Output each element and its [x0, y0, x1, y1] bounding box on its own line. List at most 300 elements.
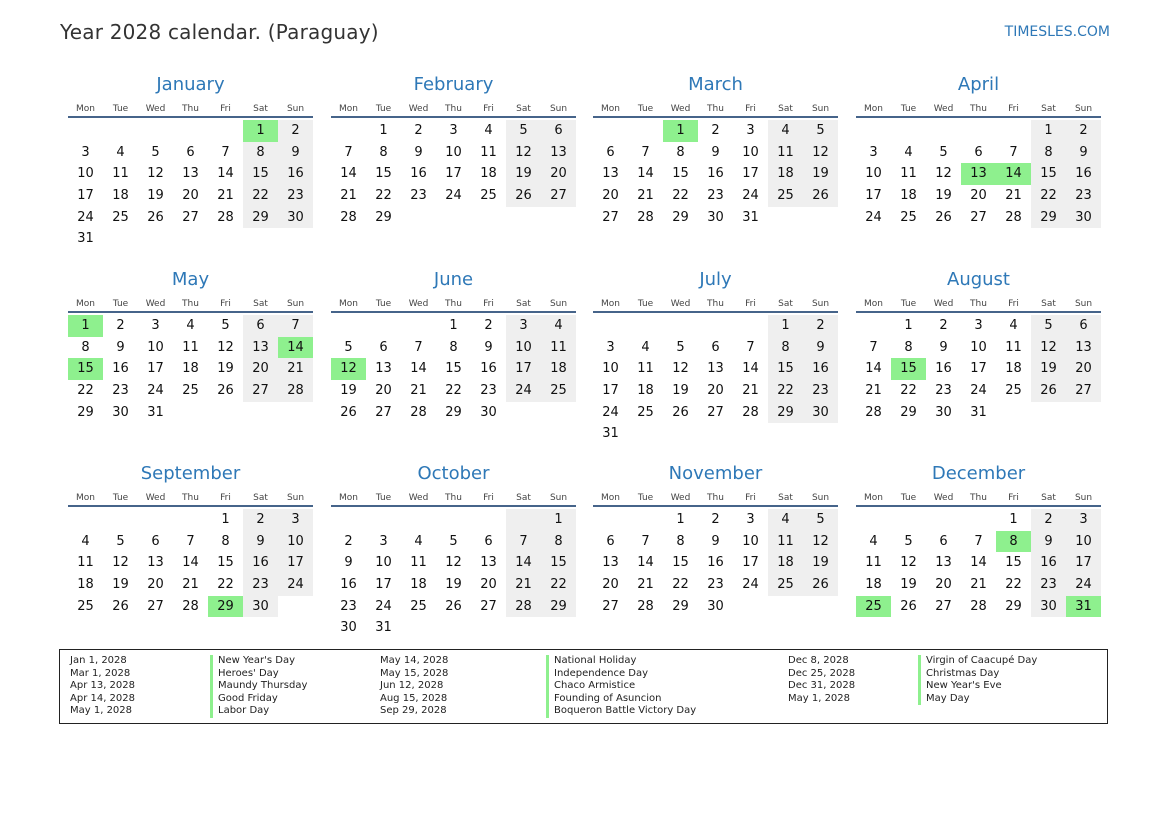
day-cell[interactable]: 12 — [147, 166, 164, 182]
day-cell[interactable]: 12 — [935, 166, 952, 182]
day-cell[interactable]: 28 — [506, 596, 541, 618]
day-cell[interactable]: 26 — [803, 185, 838, 207]
day-cell[interactable]: 7 — [186, 533, 195, 549]
day-cell[interactable]: 24 — [742, 577, 759, 593]
day-cell[interactable]: 17 — [742, 555, 759, 571]
day-cell[interactable]: 6 — [379, 339, 388, 355]
day-cell[interactable]: 14 — [182, 555, 199, 571]
day-cell[interactable]: 10 — [602, 361, 619, 377]
day-cell[interactable]: 13 — [375, 361, 392, 377]
day-cell[interactable]: 25 — [182, 383, 199, 399]
day-cell[interactable]: 22 — [1005, 577, 1022, 593]
day-cell[interactable]: 25 — [637, 404, 654, 420]
day-cell[interactable]: 13 — [182, 166, 199, 182]
day-cell[interactable]: 30 — [340, 620, 357, 636]
day-cell[interactable]: 30 — [707, 598, 724, 614]
day-cell[interactable]: 29 — [1031, 207, 1066, 229]
day-cell[interactable]: 17 — [375, 577, 392, 593]
day-cell[interactable]: 17 — [970, 361, 987, 377]
day-cell[interactable]: 23 — [707, 577, 724, 593]
day-cell[interactable]: 8 — [768, 337, 803, 359]
day-cell[interactable]: 8 — [1031, 142, 1066, 164]
day-cell[interactable]: 30 — [1031, 596, 1066, 618]
day-cell[interactable]: 15 — [672, 166, 689, 182]
day-cell[interactable]: 5 — [1031, 315, 1066, 337]
day-cell[interactable]: 1 — [676, 512, 685, 527]
day-cell[interactable]: 15 — [68, 358, 103, 380]
day-cell[interactable]: 3 — [151, 318, 160, 333]
day-cell[interactable]: 13 — [147, 555, 164, 571]
day-cell[interactable]: 2 — [116, 318, 125, 333]
day-cell[interactable]: 18 — [77, 577, 94, 593]
day-cell[interactable]: 5 — [506, 120, 541, 142]
day-cell[interactable]: 15 — [217, 555, 234, 571]
day-cell[interactable]: 25 — [1005, 383, 1022, 399]
day-cell[interactable]: 10 — [147, 339, 164, 355]
day-cell[interactable]: 23 — [410, 188, 427, 204]
day-cell[interactable]: 15 — [1031, 163, 1066, 185]
day-cell[interactable]: 20 — [602, 188, 619, 204]
day-cell[interactable]: 2 — [484, 318, 493, 333]
day-cell[interactable]: 10 — [742, 144, 759, 160]
day-cell[interactable]: 6 — [484, 533, 493, 549]
day-cell[interactable]: 5 — [221, 318, 230, 333]
day-cell[interactable]: 29 — [208, 596, 243, 618]
day-cell[interactable]: 11 — [637, 361, 654, 377]
day-cell[interactable]: 8 — [676, 144, 685, 160]
day-cell[interactable]: 23 — [278, 185, 313, 207]
day-cell[interactable]: 5 — [803, 509, 838, 531]
day-cell[interactable]: 5 — [116, 533, 125, 549]
day-cell[interactable]: 4 — [869, 533, 878, 549]
day-cell[interactable]: 1 — [904, 318, 913, 333]
day-cell[interactable]: 11 — [77, 555, 94, 571]
day-cell[interactable]: 10 — [375, 555, 392, 571]
day-cell[interactable]: 6 — [151, 533, 160, 549]
day-cell[interactable]: 11 — [768, 142, 803, 164]
day-cell[interactable]: 23 — [935, 383, 952, 399]
day-cell[interactable]: 3 — [869, 144, 878, 160]
day-cell[interactable]: 5 — [904, 533, 913, 549]
day-cell[interactable]: 11 — [182, 339, 199, 355]
day-cell[interactable]: 5 — [939, 144, 948, 160]
day-cell[interactable]: 16 — [803, 358, 838, 380]
day-cell[interactable]: 13 — [602, 166, 619, 182]
day-cell[interactable]: 12 — [803, 531, 838, 553]
day-cell[interactable]: 11 — [480, 144, 497, 160]
day-cell[interactable]: 18 — [865, 577, 882, 593]
day-cell[interactable]: 28 — [637, 598, 654, 614]
day-cell[interactable]: 22 — [768, 380, 803, 402]
day-cell[interactable]: 1 — [1009, 512, 1018, 527]
day-cell[interactable]: 16 — [112, 361, 129, 377]
day-cell[interactable]: 19 — [900, 577, 917, 593]
day-cell[interactable]: 5 — [344, 339, 353, 355]
day-cell[interactable]: 22 — [77, 383, 94, 399]
day-cell[interactable]: 9 — [1066, 142, 1101, 164]
day-cell[interactable]: 8 — [379, 144, 388, 160]
day-cell[interactable]: 16 — [1031, 552, 1066, 574]
day-cell[interactable]: 13 — [707, 361, 724, 377]
day-cell[interactable]: 2 — [414, 123, 423, 138]
day-cell[interactable]: 14 — [865, 361, 882, 377]
day-cell[interactable]: 28 — [278, 380, 313, 402]
day-cell[interactable]: 12 — [445, 555, 462, 571]
day-cell[interactable]: 21 — [1005, 188, 1022, 204]
day-cell[interactable]: 2 — [1066, 120, 1101, 142]
day-cell[interactable]: 4 — [541, 315, 576, 337]
day-cell[interactable]: 31 — [970, 404, 987, 420]
day-cell[interactable]: 2 — [711, 512, 720, 527]
day-cell[interactable]: 16 — [935, 361, 952, 377]
day-cell[interactable]: 15 — [672, 555, 689, 571]
day-cell[interactable]: 18 — [768, 552, 803, 574]
day-cell[interactable]: 17 — [742, 166, 759, 182]
day-cell[interactable]: 21 — [340, 188, 357, 204]
day-cell[interactable]: 22 — [243, 185, 278, 207]
day-cell[interactable]: 21 — [637, 188, 654, 204]
day-cell[interactable]: 2 — [243, 509, 278, 531]
day-cell[interactable]: 15 — [768, 358, 803, 380]
day-cell[interactable]: 26 — [112, 598, 129, 614]
day-cell[interactable]: 3 — [974, 318, 983, 333]
day-cell[interactable]: 17 — [278, 552, 313, 574]
day-cell[interactable]: 3 — [606, 339, 615, 355]
day-cell[interactable]: 7 — [869, 339, 878, 355]
day-cell[interactable]: 10 — [445, 144, 462, 160]
day-cell[interactable]: 28 — [1005, 209, 1022, 225]
day-cell[interactable]: 17 — [77, 188, 94, 204]
day-cell[interactable]: 26 — [1031, 380, 1066, 402]
day-cell[interactable]: 18 — [182, 361, 199, 377]
day-cell[interactable]: 6 — [939, 533, 948, 549]
day-cell[interactable]: 4 — [81, 533, 90, 549]
day-cell[interactable]: 22 — [541, 574, 576, 596]
day-cell[interactable]: 10 — [970, 339, 987, 355]
day-cell[interactable]: 3 — [379, 533, 388, 549]
day-cell[interactable]: 28 — [217, 209, 234, 225]
day-cell[interactable]: 5 — [676, 339, 685, 355]
day-cell[interactable]: 15 — [243, 163, 278, 185]
day-cell[interactable]: 23 — [112, 383, 129, 399]
day-cell[interactable]: 4 — [116, 144, 125, 160]
day-cell[interactable]: 20 — [970, 188, 987, 204]
day-cell[interactable]: 16 — [480, 361, 497, 377]
day-cell[interactable]: 6 — [606, 144, 615, 160]
day-cell[interactable]: 29 — [77, 404, 94, 420]
day-cell[interactable]: 7 — [746, 339, 755, 355]
day-cell[interactable]: 19 — [340, 383, 357, 399]
day-cell[interactable]: 4 — [414, 533, 423, 549]
day-cell[interactable]: 27 — [707, 404, 724, 420]
day-cell[interactable]: 11 — [112, 166, 129, 182]
day-cell[interactable]: 1 — [243, 120, 278, 142]
day-cell[interactable]: 23 — [243, 574, 278, 596]
day-cell[interactable]: 19 — [217, 361, 234, 377]
day-cell[interactable]: 27 — [480, 598, 497, 614]
day-cell[interactable]: 25 — [541, 380, 576, 402]
day-cell[interactable]: 14 — [637, 555, 654, 571]
day-cell[interactable]: 20 — [480, 577, 497, 593]
day-cell[interactable]: 14 — [278, 337, 313, 359]
day-cell[interactable]: 18 — [410, 577, 427, 593]
day-cell[interactable]: 21 — [182, 577, 199, 593]
day-cell[interactable]: 19 — [147, 188, 164, 204]
day-cell[interactable]: 17 — [506, 358, 541, 380]
day-cell[interactable]: 24 — [375, 598, 392, 614]
day-cell[interactable]: 5 — [449, 533, 458, 549]
day-cell[interactable]: 22 — [1031, 185, 1066, 207]
day-cell[interactable]: 29 — [243, 207, 278, 229]
day-cell[interactable]: 29 — [1005, 598, 1022, 614]
day-cell[interactable]: 6 — [711, 339, 720, 355]
day-cell[interactable]: 19 — [506, 163, 541, 185]
day-cell[interactable]: 16 — [410, 166, 427, 182]
day-cell[interactable]: 11 — [900, 166, 917, 182]
day-cell[interactable]: 30 — [480, 404, 497, 420]
day-cell[interactable]: 16 — [278, 163, 313, 185]
day-cell[interactable]: 11 — [541, 337, 576, 359]
day-cell[interactable]: 2 — [711, 123, 720, 138]
day-cell[interactable]: 10 — [742, 533, 759, 549]
day-cell[interactable]: 19 — [803, 163, 838, 185]
day-cell[interactable]: 27 — [1066, 380, 1101, 402]
day-cell[interactable]: 17 — [1066, 552, 1101, 574]
day-cell[interactable]: 26 — [217, 383, 234, 399]
day-cell[interactable]: 27 — [375, 404, 392, 420]
day-cell[interactable]: 28 — [182, 598, 199, 614]
day-cell[interactable]: 9 — [243, 531, 278, 553]
day-cell[interactable]: 16 — [1066, 163, 1101, 185]
day-cell[interactable]: 22 — [217, 577, 234, 593]
day-cell[interactable]: 6 — [606, 533, 615, 549]
brand-link[interactable]: TIMESLES.COM — [1004, 24, 1110, 40]
day-cell[interactable]: 20 — [541, 163, 576, 185]
day-cell[interactable]: 8 — [996, 531, 1031, 553]
day-cell[interactable]: 31 — [1066, 596, 1101, 618]
day-cell[interactable]: 9 — [344, 555, 353, 571]
day-cell[interactable]: 25 — [410, 598, 427, 614]
day-cell[interactable]: 30 — [707, 209, 724, 225]
day-cell[interactable]: 15 — [375, 166, 392, 182]
day-cell[interactable]: 10 — [77, 166, 94, 182]
day-cell[interactable]: 10 — [506, 337, 541, 359]
day-cell[interactable]: 17 — [445, 166, 462, 182]
day-cell[interactable]: 30 — [112, 404, 129, 420]
day-cell[interactable]: 20 — [1066, 358, 1101, 380]
day-cell[interactable]: 20 — [935, 577, 952, 593]
day-cell[interactable]: 8 — [221, 533, 230, 549]
day-cell[interactable]: 6 — [186, 144, 195, 160]
day-cell[interactable]: 31 — [742, 209, 759, 225]
day-cell[interactable]: 14 — [970, 555, 987, 571]
day-cell[interactable]: 4 — [484, 123, 493, 138]
day-cell[interactable]: 11 — [865, 555, 882, 571]
day-cell[interactable]: 3 — [81, 144, 90, 160]
day-cell[interactable]: 29 — [541, 596, 576, 618]
day-cell[interactable]: 24 — [445, 188, 462, 204]
day-cell[interactable]: 30 — [803, 402, 838, 424]
day-cell[interactable]: 24 — [506, 380, 541, 402]
day-cell[interactable]: 1 — [68, 315, 103, 337]
day-cell[interactable]: 29 — [375, 209, 392, 225]
day-cell[interactable]: 9 — [711, 533, 720, 549]
day-cell[interactable]: 8 — [243, 142, 278, 164]
day-cell[interactable]: 2 — [803, 315, 838, 337]
day-cell[interactable]: 26 — [445, 598, 462, 614]
day-cell[interactable]: 14 — [340, 166, 357, 182]
day-cell[interactable]: 3 — [278, 509, 313, 531]
day-cell[interactable]: 27 — [602, 598, 619, 614]
day-cell[interactable]: 7 — [641, 144, 650, 160]
day-cell[interactable]: 27 — [243, 380, 278, 402]
day-cell[interactable]: 4 — [768, 120, 803, 142]
day-cell[interactable]: 7 — [278, 315, 313, 337]
day-cell[interactable]: 4 — [768, 509, 803, 531]
day-cell[interactable]: 18 — [480, 166, 497, 182]
day-cell[interactable]: 12 — [217, 339, 234, 355]
day-cell[interactable]: 24 — [865, 209, 882, 225]
day-cell[interactable]: 20 — [707, 383, 724, 399]
day-cell[interactable]: 20 — [147, 577, 164, 593]
day-cell[interactable]: 2 — [1031, 509, 1066, 531]
day-cell[interactable]: 25 — [77, 598, 94, 614]
day-cell[interactable]: 7 — [414, 339, 423, 355]
day-cell[interactable]: 21 — [970, 577, 987, 593]
day-cell[interactable]: 29 — [672, 209, 689, 225]
day-cell[interactable]: 18 — [637, 383, 654, 399]
day-cell[interactable]: 1 — [663, 120, 698, 142]
day-cell[interactable]: 2 — [344, 533, 353, 549]
day-cell[interactable]: 25 — [768, 185, 803, 207]
day-cell[interactable]: 14 — [637, 166, 654, 182]
day-cell[interactable]: 19 — [935, 188, 952, 204]
day-cell[interactable]: 21 — [742, 383, 759, 399]
day-cell[interactable]: 7 — [1009, 144, 1018, 160]
day-cell[interactable]: 20 — [182, 188, 199, 204]
day-cell[interactable]: 21 — [506, 574, 541, 596]
day-cell[interactable]: 1 — [379, 123, 388, 138]
day-cell[interactable]: 30 — [935, 404, 952, 420]
day-cell[interactable]: 26 — [340, 404, 357, 420]
day-cell[interactable]: 16 — [707, 166, 724, 182]
day-cell[interactable]: 23 — [1031, 574, 1066, 596]
day-cell[interactable]: 27 — [602, 209, 619, 225]
day-cell[interactable]: 17 — [602, 383, 619, 399]
day-cell[interactable]: 1 — [541, 509, 576, 531]
day-cell[interactable]: 4 — [1009, 318, 1018, 333]
day-cell[interactable]: 25 — [112, 209, 129, 225]
day-cell[interactable]: 18 — [1005, 361, 1022, 377]
day-cell[interactable]: 25 — [768, 574, 803, 596]
day-cell[interactable]: 3 — [449, 123, 458, 138]
day-cell[interactable]: 20 — [375, 383, 392, 399]
day-cell[interactable]: 4 — [641, 339, 650, 355]
day-cell[interactable]: 23 — [707, 188, 724, 204]
day-cell[interactable]: 20 — [243, 358, 278, 380]
day-cell[interactable]: 7 — [506, 531, 541, 553]
day-cell[interactable]: 24 — [147, 383, 164, 399]
day-cell[interactable]: 30 — [278, 207, 313, 229]
day-cell[interactable]: 12 — [803, 142, 838, 164]
day-cell[interactable]: 27 — [182, 209, 199, 225]
day-cell[interactable]: 15 — [541, 552, 576, 574]
day-cell[interactable]: 10 — [865, 166, 882, 182]
day-cell[interactable]: 29 — [900, 404, 917, 420]
day-cell[interactable]: 11 — [410, 555, 427, 571]
day-cell[interactable]: 28 — [637, 209, 654, 225]
day-cell[interactable]: 8 — [676, 533, 685, 549]
day-cell[interactable]: 15 — [445, 361, 462, 377]
day-cell[interactable]: 16 — [243, 552, 278, 574]
day-cell[interactable]: 6 — [243, 315, 278, 337]
day-cell[interactable]: 22 — [672, 188, 689, 204]
day-cell[interactable]: 21 — [278, 358, 313, 380]
day-cell[interactable]: 22 — [672, 577, 689, 593]
day-cell[interactable]: 21 — [217, 188, 234, 204]
day-cell[interactable]: 28 — [742, 404, 759, 420]
day-cell[interactable]: 11 — [768, 531, 803, 553]
day-cell[interactable]: 25 — [856, 596, 891, 618]
day-cell[interactable]: 22 — [445, 383, 462, 399]
day-cell[interactable]: 31 — [77, 231, 94, 247]
day-cell[interactable]: 31 — [147, 404, 164, 420]
day-cell[interactable]: 1 — [221, 512, 230, 527]
day-cell[interactable]: 25 — [900, 209, 917, 225]
day-cell[interactable]: 26 — [900, 598, 917, 614]
day-cell[interactable]: 19 — [445, 577, 462, 593]
day-cell[interactable]: 1 — [449, 318, 458, 333]
day-cell[interactable]: 4 — [186, 318, 195, 333]
day-cell[interactable]: 22 — [375, 188, 392, 204]
day-cell[interactable]: 29 — [672, 598, 689, 614]
day-cell[interactable]: 7 — [221, 144, 230, 160]
day-cell[interactable]: 1 — [1031, 120, 1066, 142]
day-cell[interactable]: 12 — [331, 358, 366, 380]
day-cell[interactable]: 26 — [803, 574, 838, 596]
day-cell[interactable]: 17 — [147, 361, 164, 377]
day-cell[interactable]: 14 — [506, 552, 541, 574]
day-cell[interactable]: 13 — [935, 555, 952, 571]
day-cell[interactable]: 22 — [900, 383, 917, 399]
day-cell[interactable]: 18 — [900, 188, 917, 204]
day-cell[interactable]: 14 — [742, 361, 759, 377]
day-cell[interactable]: 9 — [711, 144, 720, 160]
day-cell[interactable]: 14 — [217, 166, 234, 182]
day-cell[interactable]: 19 — [672, 383, 689, 399]
day-cell[interactable]: 9 — [1031, 531, 1066, 553]
day-cell[interactable]: 25 — [480, 188, 497, 204]
day-cell[interactable]: 10 — [1066, 531, 1101, 553]
day-cell[interactable]: 12 — [900, 555, 917, 571]
day-cell[interactable]: 11 — [1005, 339, 1022, 355]
day-cell[interactable]: 13 — [480, 555, 497, 571]
day-cell[interactable]: 26 — [935, 209, 952, 225]
day-cell[interactable]: 28 — [340, 209, 357, 225]
day-cell[interactable]: 8 — [541, 531, 576, 553]
day-cell[interactable]: 27 — [147, 598, 164, 614]
day-cell[interactable]: 27 — [935, 598, 952, 614]
day-cell[interactable]: 13 — [541, 142, 576, 164]
day-cell[interactable]: 3 — [1066, 509, 1101, 531]
day-cell[interactable]: 6 — [1066, 315, 1101, 337]
day-cell[interactable]: 5 — [151, 144, 160, 160]
day-cell[interactable]: 1 — [768, 315, 803, 337]
day-cell[interactable]: 13 — [602, 555, 619, 571]
day-cell[interactable]: 29 — [768, 402, 803, 424]
day-cell[interactable]: 19 — [112, 577, 129, 593]
day-cell[interactable]: 24 — [602, 404, 619, 420]
